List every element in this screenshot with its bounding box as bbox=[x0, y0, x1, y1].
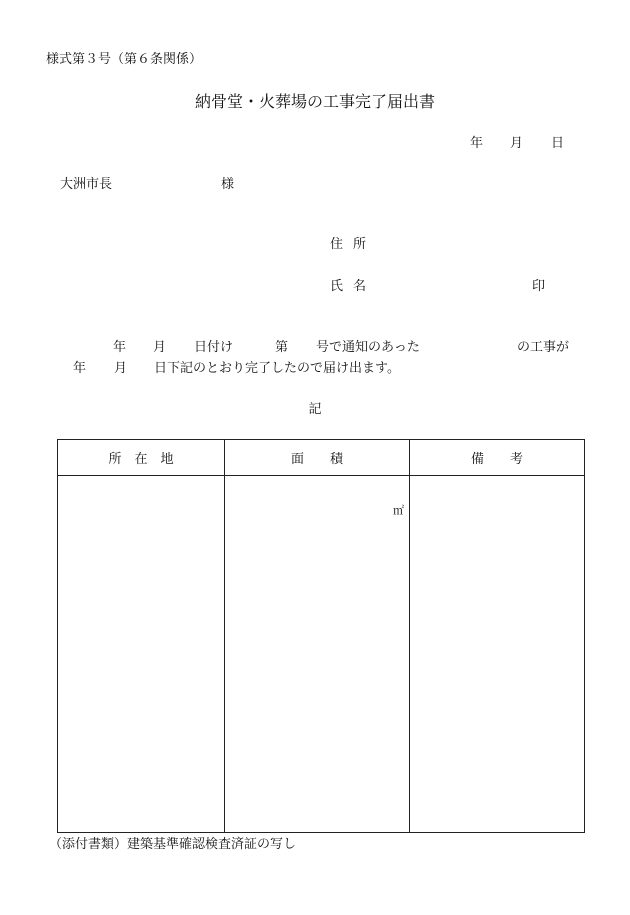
ki-heading: 記 bbox=[308, 402, 322, 417]
location-header: 所 在 地 bbox=[58, 440, 225, 476]
date-year-label: 年 bbox=[470, 136, 484, 151]
date-day-label: 日 bbox=[551, 136, 565, 151]
body-year-label: 年 bbox=[113, 340, 127, 355]
completion-text: 日下記のとおり完了したので届け出ます。 bbox=[154, 361, 400, 376]
seal-mark: 印 bbox=[532, 279, 546, 294]
location-cell[interactable] bbox=[58, 476, 225, 833]
attachment-note: （添付書類）建築基準確認検査済証の写し bbox=[49, 837, 297, 852]
body-month-label: 月 bbox=[153, 340, 167, 355]
body-dated-label: 日付け bbox=[194, 340, 234, 355]
body-dai-label: 第 bbox=[275, 340, 289, 355]
address-label: 住所 bbox=[330, 237, 377, 252]
remarks-header: 備 考 bbox=[410, 440, 585, 476]
completion-month-label: 月 bbox=[114, 361, 128, 376]
honorific: 様 bbox=[221, 177, 235, 192]
completion-year-label: 年 bbox=[73, 361, 87, 376]
name-label: 氏名 bbox=[330, 279, 377, 294]
square-meter-unit: ㎡ bbox=[393, 504, 404, 517]
document-title: 納骨堂・火葬場の工事完了届出書 bbox=[194, 92, 435, 111]
remarks-cell[interactable] bbox=[410, 476, 585, 833]
details-table bbox=[57, 439, 585, 833]
date-month-label: 月 bbox=[510, 136, 524, 151]
body-construction-text: の工事が bbox=[517, 340, 570, 355]
area-header: 面 積 bbox=[225, 440, 410, 476]
body-notice-text: 号で通知のあった bbox=[316, 340, 420, 355]
addressee: 大洲市長 bbox=[60, 177, 113, 192]
form-number: 様式第３号（第６条関係） bbox=[46, 52, 203, 67]
area-cell[interactable] bbox=[225, 476, 410, 833]
